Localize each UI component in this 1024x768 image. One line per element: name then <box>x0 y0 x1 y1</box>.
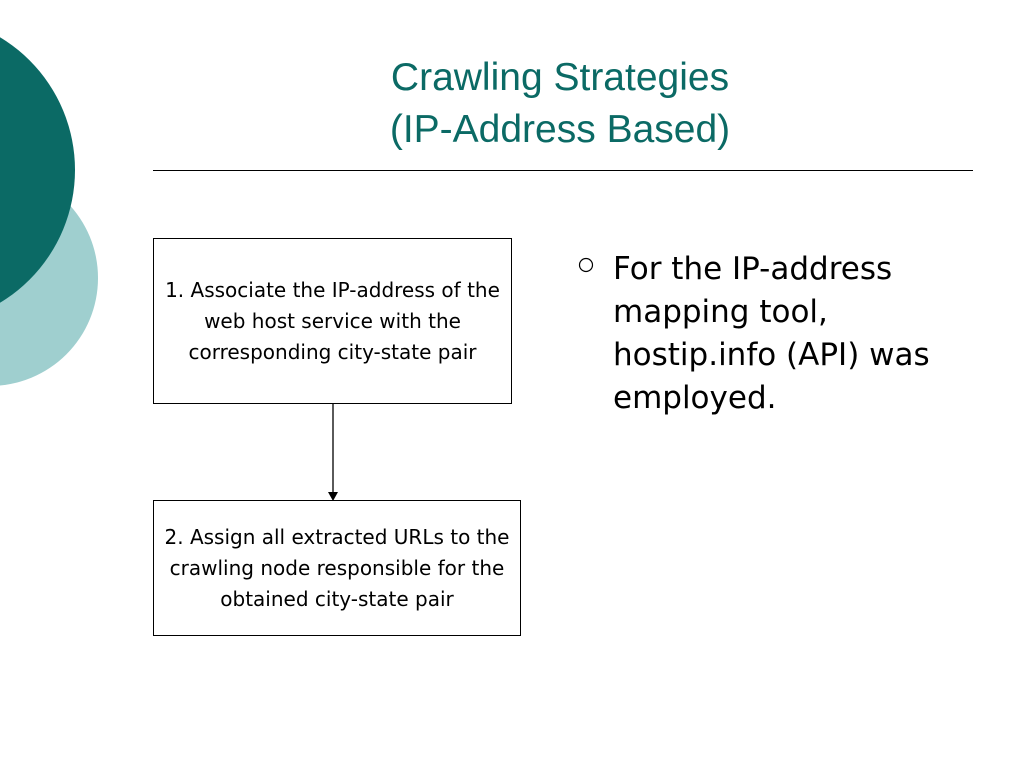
flow-step-1-box <box>153 238 512 404</box>
title-line-1: Crawling Strategies <box>390 56 730 99</box>
flow-step-1-text: 1. Associate the IP-address of the web host service with the corresponding city-state pair <box>165 277 500 364</box>
bullet-marker <box>577 248 613 279</box>
bullet-item <box>577 248 977 420</box>
flow-step-2-box <box>153 500 521 636</box>
flow-step-2-text: 2. Assign all extracted URLs to the crawling node responsible for the obtained city-state pair <box>164 524 510 611</box>
flow-arrow <box>326 404 340 502</box>
hollow-circle-bullet-icon <box>577 256 595 274</box>
title-line-2: (IP-Address Based) <box>389 108 731 151</box>
bullet-text: For the IP-address mapping tool, hostip.info (API) was employed. <box>613 251 930 416</box>
slide-title <box>230 52 890 156</box>
decorative-circles <box>0 0 110 410</box>
title-divider <box>153 170 973 171</box>
